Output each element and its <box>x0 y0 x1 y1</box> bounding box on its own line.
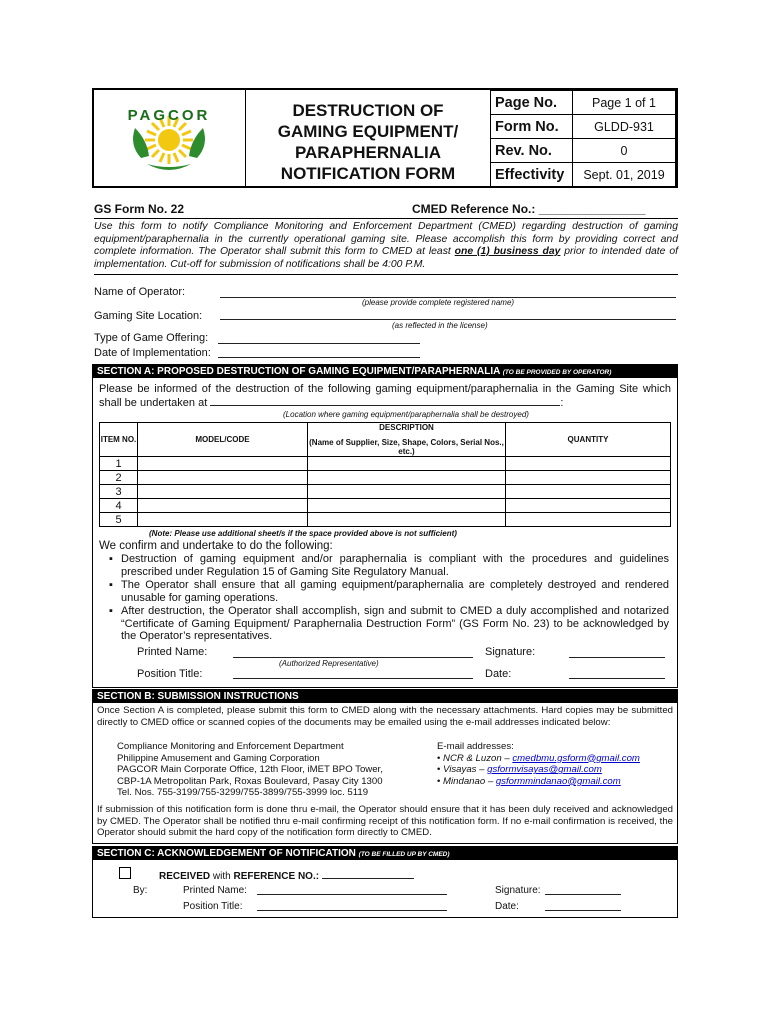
row-number: 5 <box>100 513 138 527</box>
ack-date-field[interactable] <box>545 900 621 911</box>
email-region: Mindanao – <box>443 775 496 787</box>
game-offering-label: Type of Game Offering: <box>94 332 209 344</box>
model-cell[interactable] <box>138 485 308 499</box>
cmed-reference-field[interactable]: ________________ <box>538 202 646 216</box>
table-row <box>100 499 671 513</box>
address-line: CBP-1A Metropolitan Park, Roxas Boulevard, Pasay City 1300 <box>117 775 383 787</box>
intro-text: Use this form to notify Compliance Monitoring and Enforcement Department (CMED) regarding destruction of gaming equipment/paraphernalia in the currently operational gaming site. Please accomplish this form by providing correct and complete information. The Operator shall submit this form to CMED at least <box>94 221 678 257</box>
email-item: • NCR & Luzon – cmedbmu.gsform@gmail.com <box>437 752 640 764</box>
description-cell[interactable] <box>308 471 506 485</box>
quantity-cell[interactable] <box>506 457 671 471</box>
operator-name-field[interactable] <box>220 286 676 298</box>
implementation-date-label: Date of Implementation: <box>94 347 211 359</box>
operator-hint: (please provide complete registered name) <box>362 298 515 307</box>
table-row <box>100 485 671 499</box>
date-field[interactable] <box>569 667 665 679</box>
quantity-cell[interactable] <box>506 485 671 499</box>
title-line: NOTIFICATION FORM <box>280 164 456 183</box>
list-item: ▪ The Operator shall ensure that all gaming equipment/paraphernalia are completely destroyed and rendered unusable for gaming operations. <box>99 579 669 604</box>
position-title-label: Position Title: <box>137 668 203 680</box>
email-heading: E-mail addresses: <box>437 741 514 752</box>
section-b <box>92 689 678 844</box>
operator-label: Name of Operator: <box>94 286 186 298</box>
meta-value: GLDD-931 <box>573 115 676 139</box>
section-b-title: SECTION B: SUBMISSION INSTRUCTIONS <box>97 691 299 702</box>
address-line: Compliance Monitoring and Enforcement Department <box>117 741 344 752</box>
section-a-title: SECTION A: PROPOSED DESTRUCTION OF GAMING EQUIPMENT/PARAPHERNALIA <box>97 366 500 377</box>
list-item: ▪ Destruction of gaming equipment and/or paraphernalia is compliant with the procedures and guidelines prescribed under Regulation 15 of Gaming Site Regulatory Manual. <box>99 553 669 578</box>
table-row <box>100 513 671 527</box>
form-header <box>92 88 678 188</box>
email-link-visayas[interactable]: gsformvisayas@gmail.com <box>487 764 602 776</box>
ack-position-title-label: Position Title: <box>183 901 243 912</box>
reference-label: REFERENCE NO.: <box>233 871 320 882</box>
email-link-ncr[interactable]: cmedbmu.gsform@gmail.com <box>512 752 640 764</box>
table-row <box>100 457 671 471</box>
col-item-no: ITEM NO. <box>100 423 138 457</box>
address-line: Philippine Amusement and Gaming Corporation <box>117 752 320 764</box>
row-number: 1 <box>100 457 138 471</box>
pagcor-logo <box>94 90 246 186</box>
email-region: Visayas – <box>443 764 488 776</box>
cmed-reference-label <box>412 202 645 216</box>
inform-text: Please be informed of the destruction of the following gaming equipment/paraphernalia in the Gaming Site which shall be undertaken at <box>99 383 671 409</box>
email-block <box>437 741 640 787</box>
section-a-header <box>93 365 677 378</box>
received-line <box>159 869 414 882</box>
confirm-heading: We confirm and undertake to do the following: <box>99 540 333 552</box>
meta-key: Form No. <box>491 115 573 139</box>
authorized-rep-hint: (Authorized Representative) <box>279 659 379 668</box>
signature-field[interactable] <box>569 646 665 658</box>
destruction-location-field[interactable] <box>210 396 560 406</box>
table-row <box>100 471 671 485</box>
intro-text-end: prior to intended date of implementation. Cut-off for submission of notifications shall be 4:00 P.M. <box>94 246 678 270</box>
email-item: • Mindanao – gsformmindanao@gmail.com <box>437 775 621 787</box>
game-offering-field[interactable] <box>218 332 420 344</box>
col-model-code: MODEL/CODE <box>138 423 308 457</box>
row-number: 3 <box>100 485 138 499</box>
section-a <box>92 364 678 688</box>
model-cell[interactable] <box>138 499 308 513</box>
received-checkbox[interactable] <box>119 867 131 879</box>
implementation-date-field[interactable] <box>218 346 420 358</box>
gs-form-number: GS Form No. 22 <box>94 202 185 216</box>
logo-lettering: PAGCOR <box>127 107 211 124</box>
submission-paragraph: Once Section A is completed, please submit this form to CMED along with the necessary attachments. Hard copies may be submitted directly to CMED office or scanned copies of the documents may be emailed using the e-mail addresses indicated below: <box>97 705 673 728</box>
date-label: Date: <box>485 668 512 680</box>
quantity-cell[interactable] <box>506 513 671 527</box>
col-description-sub: (Name of Supplier, Size, Shape, Colors, Serial Nos., etc.) <box>309 438 504 456</box>
description-cell[interactable] <box>308 499 506 513</box>
ack-date-label: Date: <box>495 901 519 912</box>
by-label: By: <box>133 885 148 896</box>
model-cell[interactable] <box>138 471 308 485</box>
intro-paragraph <box>94 221 678 271</box>
quantity-cell[interactable] <box>506 499 671 513</box>
description-cell[interactable] <box>308 485 506 499</box>
email-instructions: If submission of this notification form is done thru e-mail, the Operator should ensure that it has been duly received and acknowledged by CMED. The Operator shall be notified thru e-mail confirming receipt of this notification form. If no e-mail confirmation is received, the Operator should submit the hard copy of the notification form directly to CMED. <box>97 804 673 838</box>
model-cell[interactable] <box>138 513 308 527</box>
section-b-header <box>93 690 677 703</box>
meta-value: Sept. 01, 2019 <box>573 163 676 187</box>
meta-key: Rev. No. <box>491 139 573 163</box>
meta-value: 0 <box>573 139 676 163</box>
ack-position-title-field[interactable] <box>257 900 447 911</box>
section-a-intro: Please be informed of the destruction of the following gaming equipment/paraphernalia in the Gaming Site which shall be undertaken at : <box>99 383 671 409</box>
address-line: PAGCOR Main Corporate Office, 12th Floor, iMET BPO Tower, <box>117 764 383 776</box>
description-cell[interactable] <box>308 457 506 471</box>
row-number: 4 <box>100 499 138 513</box>
site-location-hint <box>392 321 488 330</box>
cmed-address <box>117 741 383 799</box>
model-cell[interactable] <box>138 457 308 471</box>
email-link-mindanao[interactable]: gsformmindanao@gmail.com <box>495 775 621 787</box>
quantity-cell[interactable] <box>506 471 671 485</box>
received-label: RECEIVED <box>159 871 211 882</box>
ack-signature-field[interactable] <box>545 884 621 895</box>
ack-printed-name-label: Printed Name: <box>183 885 247 896</box>
form-meta-table <box>490 90 676 187</box>
meta-value: Page 1 of 1 <box>573 91 676 115</box>
meta-key: Effectivity <box>491 163 573 187</box>
section-c <box>92 846 678 918</box>
site-location-label: Gaming Site Location: <box>94 310 203 322</box>
table-note: (Note: Please use additional sheet/s if the space provided above is not sufficient) <box>149 529 457 538</box>
printed-name-label: Printed Name: <box>137 646 208 658</box>
email-item: • Visayas – gsformvisayas@gmail.com <box>437 764 602 776</box>
ack-signature-label: Signature: <box>495 885 541 896</box>
col-description-label: DESCRIPTION <box>379 423 434 432</box>
printed-name-field[interactable] <box>233 646 473 658</box>
location-hint: (Location where gaming equipment/paraphernalia shall be destroyed) <box>283 410 529 419</box>
with-label: with <box>212 871 231 882</box>
title-line: DESTRUCTION OF <box>292 101 444 120</box>
site-hint-text: (as reflected in the license) <box>392 321 488 330</box>
form-title <box>246 90 490 186</box>
signature-label: Signature: <box>485 646 536 658</box>
section-a-note: (TO BE PROVIDED BY OPERATOR) <box>502 369 612 376</box>
list-item: ▪ After destruction, the Operator shall accomplish, sign and submit to CMED a duly accomplished and notarized “Certificate of Gaming Equipment/ Paraphernalia Destruction Form” (GS Form No. 23) to be acknowledged by the Operator’s representatives. <box>99 605 669 643</box>
section-c-note: (TO BE FILLED UP BY CMED) <box>358 851 450 858</box>
reference-field[interactable] <box>322 869 414 879</box>
items-table <box>99 422 671 527</box>
section-c-header <box>93 847 677 860</box>
intro-emphasis: one (1) business day <box>454 246 561 257</box>
cmed-reference-text: CMED Reference No.: <box>412 202 536 216</box>
title-line: PARAPHERNALIA <box>294 143 442 162</box>
section-c-title: SECTION C: ACKNOWLEDGEMENT OF NOTIFICATION <box>97 848 356 859</box>
email-region: NCR & Luzon – <box>443 752 513 764</box>
site-location-field[interactable] <box>220 308 676 320</box>
row-number: 2 <box>100 471 138 485</box>
confirm-list <box>93 552 677 643</box>
col-quantity: QUANTITY <box>506 423 671 457</box>
title-line: GAMING EQUIPMENT/ <box>277 122 459 141</box>
position-title-field[interactable] <box>233 667 473 679</box>
divider <box>94 218 678 219</box>
ack-printed-name-field[interactable] <box>257 884 447 895</box>
description-cell[interactable] <box>308 513 506 527</box>
address-line: Tel. Nos. 755-3199/755-3299/755-3899/755-3999 loc. 5119 <box>117 787 369 799</box>
col-description <box>308 423 506 457</box>
meta-key: Page No. <box>491 91 573 115</box>
divider <box>94 274 678 275</box>
